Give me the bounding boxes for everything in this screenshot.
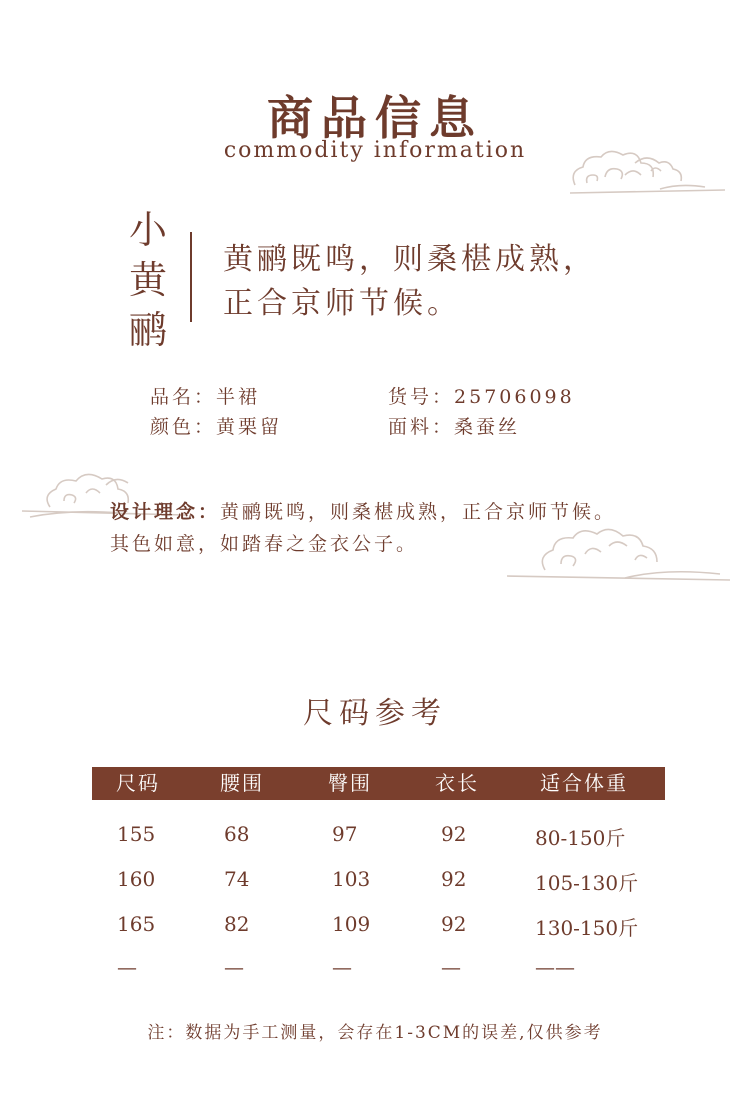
table-cell: 92: [441, 912, 467, 936]
product-name-char: 鹂: [128, 308, 167, 352]
info-fabric: [388, 412, 520, 439]
product-name-char: 小: [128, 208, 167, 252]
table-cell: 109: [332, 912, 371, 936]
design-label: 设计理念：: [110, 501, 221, 523]
table-cell: 103: [332, 867, 371, 891]
info-value: 桑蚕丝: [454, 416, 521, 438]
table-cell: 92: [441, 867, 467, 891]
table-cell: —: [441, 955, 461, 979]
info-name: [150, 382, 260, 409]
product-name-vertical: [126, 205, 170, 355]
cloud-decoration-icon: [505, 520, 735, 585]
table-cell: 74: [224, 867, 250, 891]
info-label: 品名：: [150, 386, 217, 408]
cloud-decoration-icon: [565, 145, 730, 200]
column-header: 腰围: [220, 771, 264, 795]
product-name-char: 黄: [128, 258, 167, 302]
table-cell: 80-150斤: [535, 826, 626, 850]
design-text: 黄鹂既鸣，则桑椹成熟，正合京师节候。: [220, 501, 617, 523]
info-value: 半裙: [216, 386, 261, 408]
table-cell: 92: [441, 822, 467, 846]
product-poem: [223, 238, 597, 326]
table-cell: 68: [224, 822, 250, 846]
info-sku: [388, 382, 575, 409]
table-cell: 82: [224, 912, 250, 936]
size-table-header: [92, 767, 665, 800]
table-cell: 165: [117, 912, 156, 936]
column-header: 臀围: [328, 771, 372, 795]
table-cell: ——: [535, 955, 575, 979]
table-cell: 130-150斤: [535, 916, 639, 940]
table-cell: —: [332, 955, 352, 979]
table-cell: —: [117, 955, 137, 979]
poem-line: 黄鹂既鸣，则桑椹成熟，: [223, 242, 597, 277]
table-cell: 105-130斤: [535, 871, 639, 895]
info-label: 颜色：: [150, 416, 217, 438]
table-cell: 155: [117, 822, 156, 846]
table-cell: —: [224, 955, 244, 979]
column-header: 衣长: [435, 771, 479, 795]
column-header: 适合体重: [540, 771, 628, 795]
poem-line: 正合京师节候。: [223, 286, 461, 321]
info-value: 25706098: [454, 386, 575, 408]
design-line: 其色如意，如踏春之金衣公子。: [110, 533, 419, 555]
divider-line: [190, 232, 192, 322]
page-title: 商品信息: [267, 91, 483, 145]
info-label: 货号：: [388, 386, 455, 408]
page-subtitle: commodity information: [223, 138, 527, 163]
size-chart-title: 尺码参考: [303, 696, 447, 731]
table-cell: 160: [117, 867, 156, 891]
info-color: [150, 412, 282, 439]
table-cell: 97: [332, 822, 358, 846]
info-value: 黄栗留: [216, 416, 283, 438]
column-header: 尺码: [116, 771, 160, 795]
info-label: 面料：: [388, 416, 455, 438]
measurement-note: 注：数据为手工测量，会存在1-3CM的误差,仅供参考: [147, 1023, 603, 1043]
